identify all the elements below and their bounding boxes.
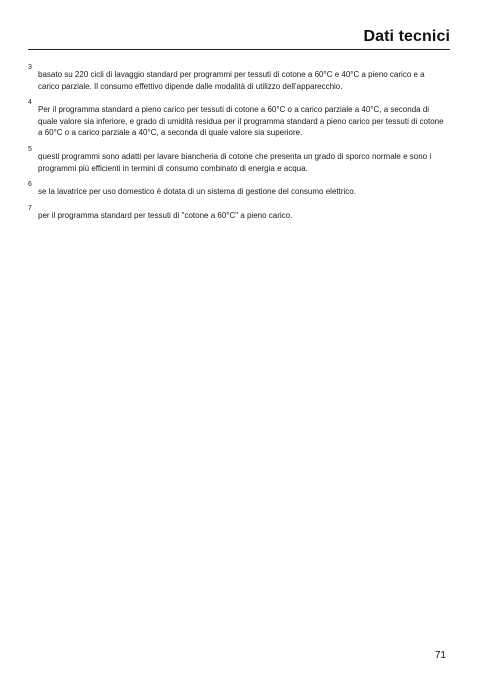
footnote — [28, 146, 448, 174]
page-title: Dati tecnici — [363, 28, 450, 45]
footnote — [28, 181, 448, 198]
footnote-number: 6 — [28, 181, 32, 189]
footnote-number: 7 — [28, 204, 32, 212]
header-divider — [28, 49, 450, 50]
footnote-text: se la lavatrice per uso domestico è dotata di un sistema di gestione del consumo elettrico. — [38, 187, 356, 197]
footnote-number: 4 — [28, 99, 32, 107]
footnote-number: 5 — [28, 145, 32, 153]
footnote-text: per il programma standard per tessuti di "cotone a 60°C" a pieno carico. — [38, 210, 293, 220]
footnote — [28, 205, 448, 222]
footnote-number: 3 — [28, 64, 32, 71]
footnotes-list — [28, 64, 448, 228]
footnote — [28, 64, 448, 92]
page-number: 71 — [434, 650, 446, 661]
footnote — [28, 99, 448, 139]
footnote-text: basato su 220 cicli di lavaggio standard per programmi per tessuti di cotone a 60°C e 40°C a pieno carico e a carico parziale. Il consumo effettivo dipende dalle modalità di utilizzo dell’apparecchio. — [38, 70, 425, 91]
page-header — [28, 24, 450, 48]
footnote-text: Per il programma standard a pieno carico per tessuti di cotone a 60°C o a carico parziale a 40°C, a seconda di quale valore sia inferiore, e grado di umidità residua per il programma standard a pieno carico per tessuti di cotone a 60°C o a carico parziale a 40°C, a seconda di quale valore sia superiore. — [38, 105, 444, 138]
footnote-text: questi programmi sono adatti per lavare biancheria di cotone che presenta un grado di sporco normale e sono i programmi più efficienti in termini di consumo combinato di energia e acqua. — [38, 151, 432, 173]
